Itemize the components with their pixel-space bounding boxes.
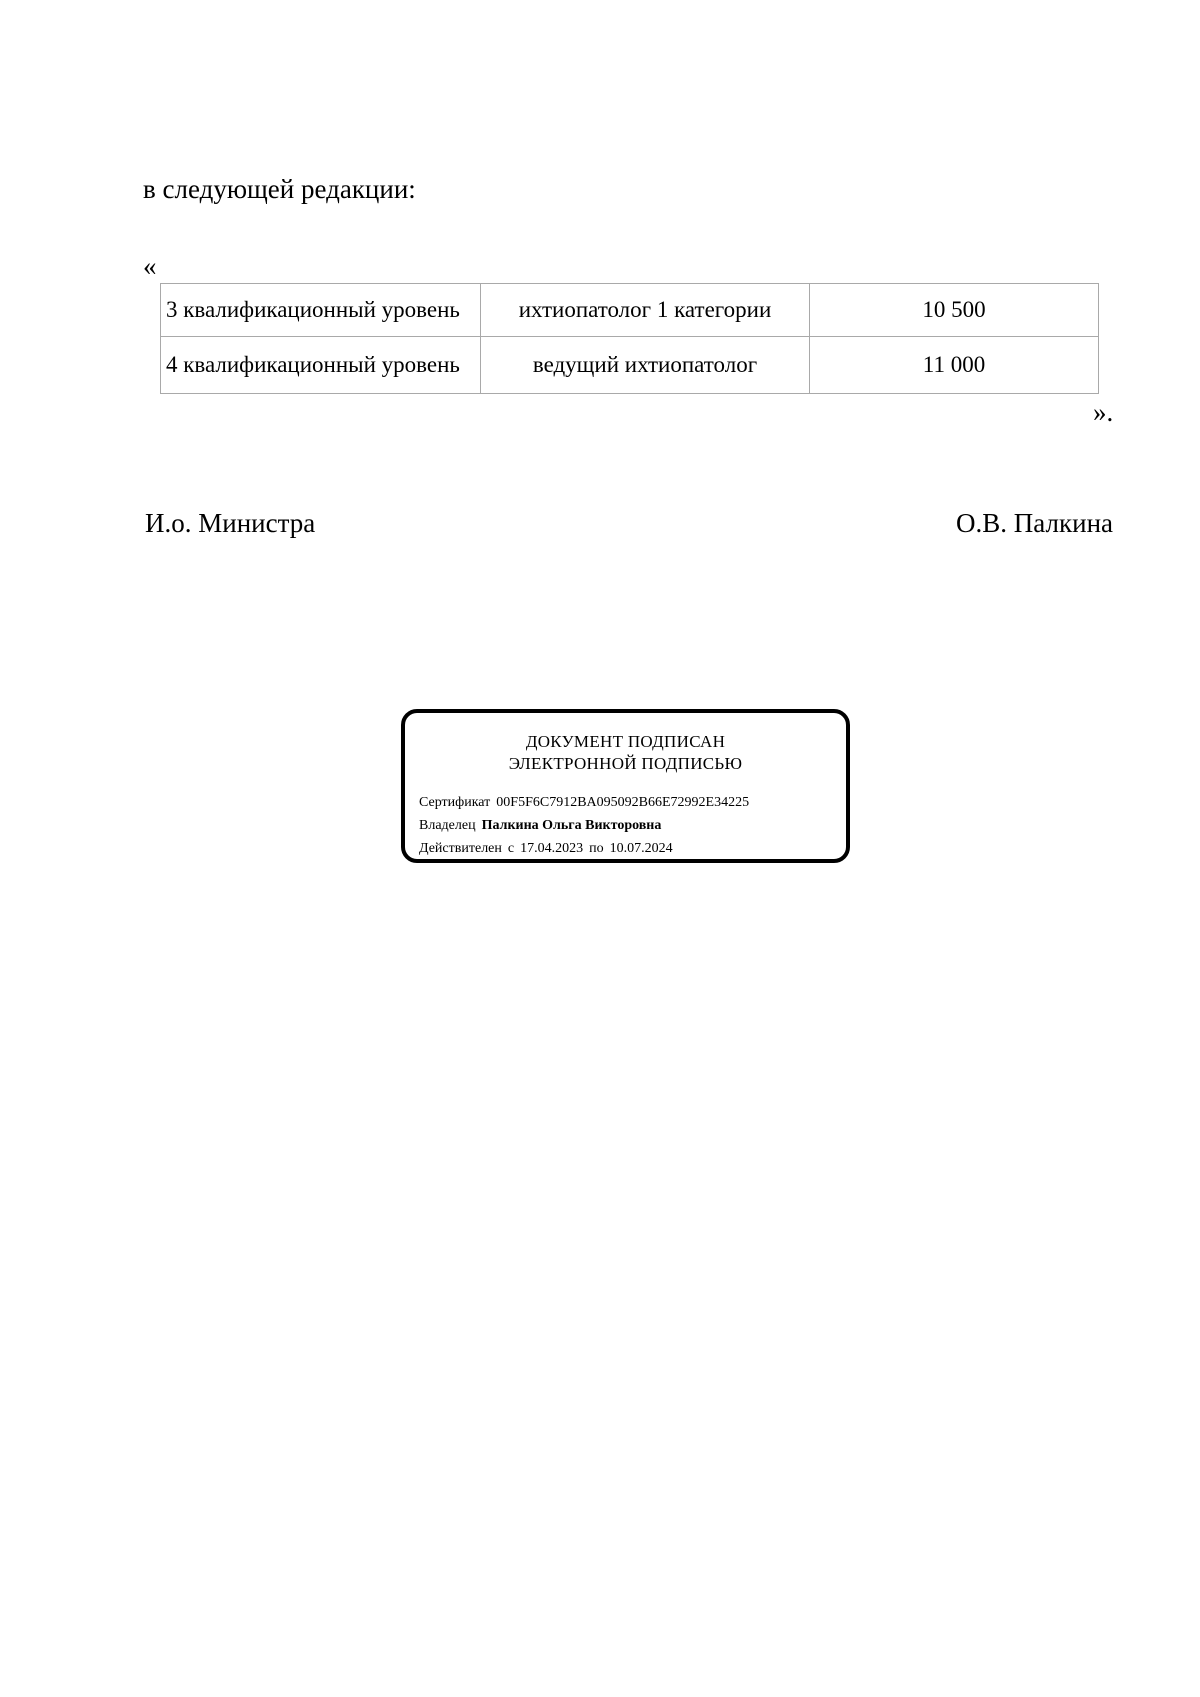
owner-label: Владелец xyxy=(419,818,476,833)
stamp-owner-line xyxy=(419,814,749,837)
stamp-title-line: ДОКУМЕНТ ПОДПИСАН xyxy=(525,732,726,751)
qualification-level-cell: 4 квалификационный уровень xyxy=(161,337,481,394)
signatory-name: О.В. Палкина xyxy=(956,508,1113,538)
stamp-certificate-line xyxy=(419,791,749,814)
signatory-position: И.о. Министра xyxy=(145,508,316,538)
opening-quote: « xyxy=(143,251,157,281)
stamp-title-line: ЭЛЕКТРОННОЙ ПОДПИСЬЮ xyxy=(508,754,743,773)
electronic-signature-stamp xyxy=(401,709,850,863)
stamp-details xyxy=(419,791,749,860)
stamp-title xyxy=(405,731,846,775)
closing-quote: ». xyxy=(1093,397,1114,427)
rates-table xyxy=(160,283,1099,394)
position-cell: ихтиопатолог 1 категории xyxy=(481,284,810,337)
table-row xyxy=(161,284,1099,337)
owner-value: Палкина Ольга Викторовна xyxy=(481,818,662,833)
valid-from-date: 17.04.2023 xyxy=(520,841,584,856)
position-cell: ведущий ихтиопатолог xyxy=(481,337,810,394)
valid-from-label: с xyxy=(507,841,515,856)
valid-to-label: по xyxy=(589,841,604,856)
salary-cell: 11 000 xyxy=(810,337,1099,394)
intro-text: в следующей редакции: xyxy=(143,174,416,204)
stamp-validity-line xyxy=(419,837,749,860)
certificate-label: Сертификат xyxy=(419,795,491,810)
certificate-value: 00F5F6C7912BA095092B66E72992E34225 xyxy=(496,795,750,810)
salary-cell: 10 500 xyxy=(810,284,1099,337)
qualification-level-cell: 3 квалификационный уровень xyxy=(161,284,481,337)
valid-label: Действителен xyxy=(419,841,502,856)
valid-to-date: 10.07.2024 xyxy=(609,841,673,856)
table-row xyxy=(161,337,1099,394)
